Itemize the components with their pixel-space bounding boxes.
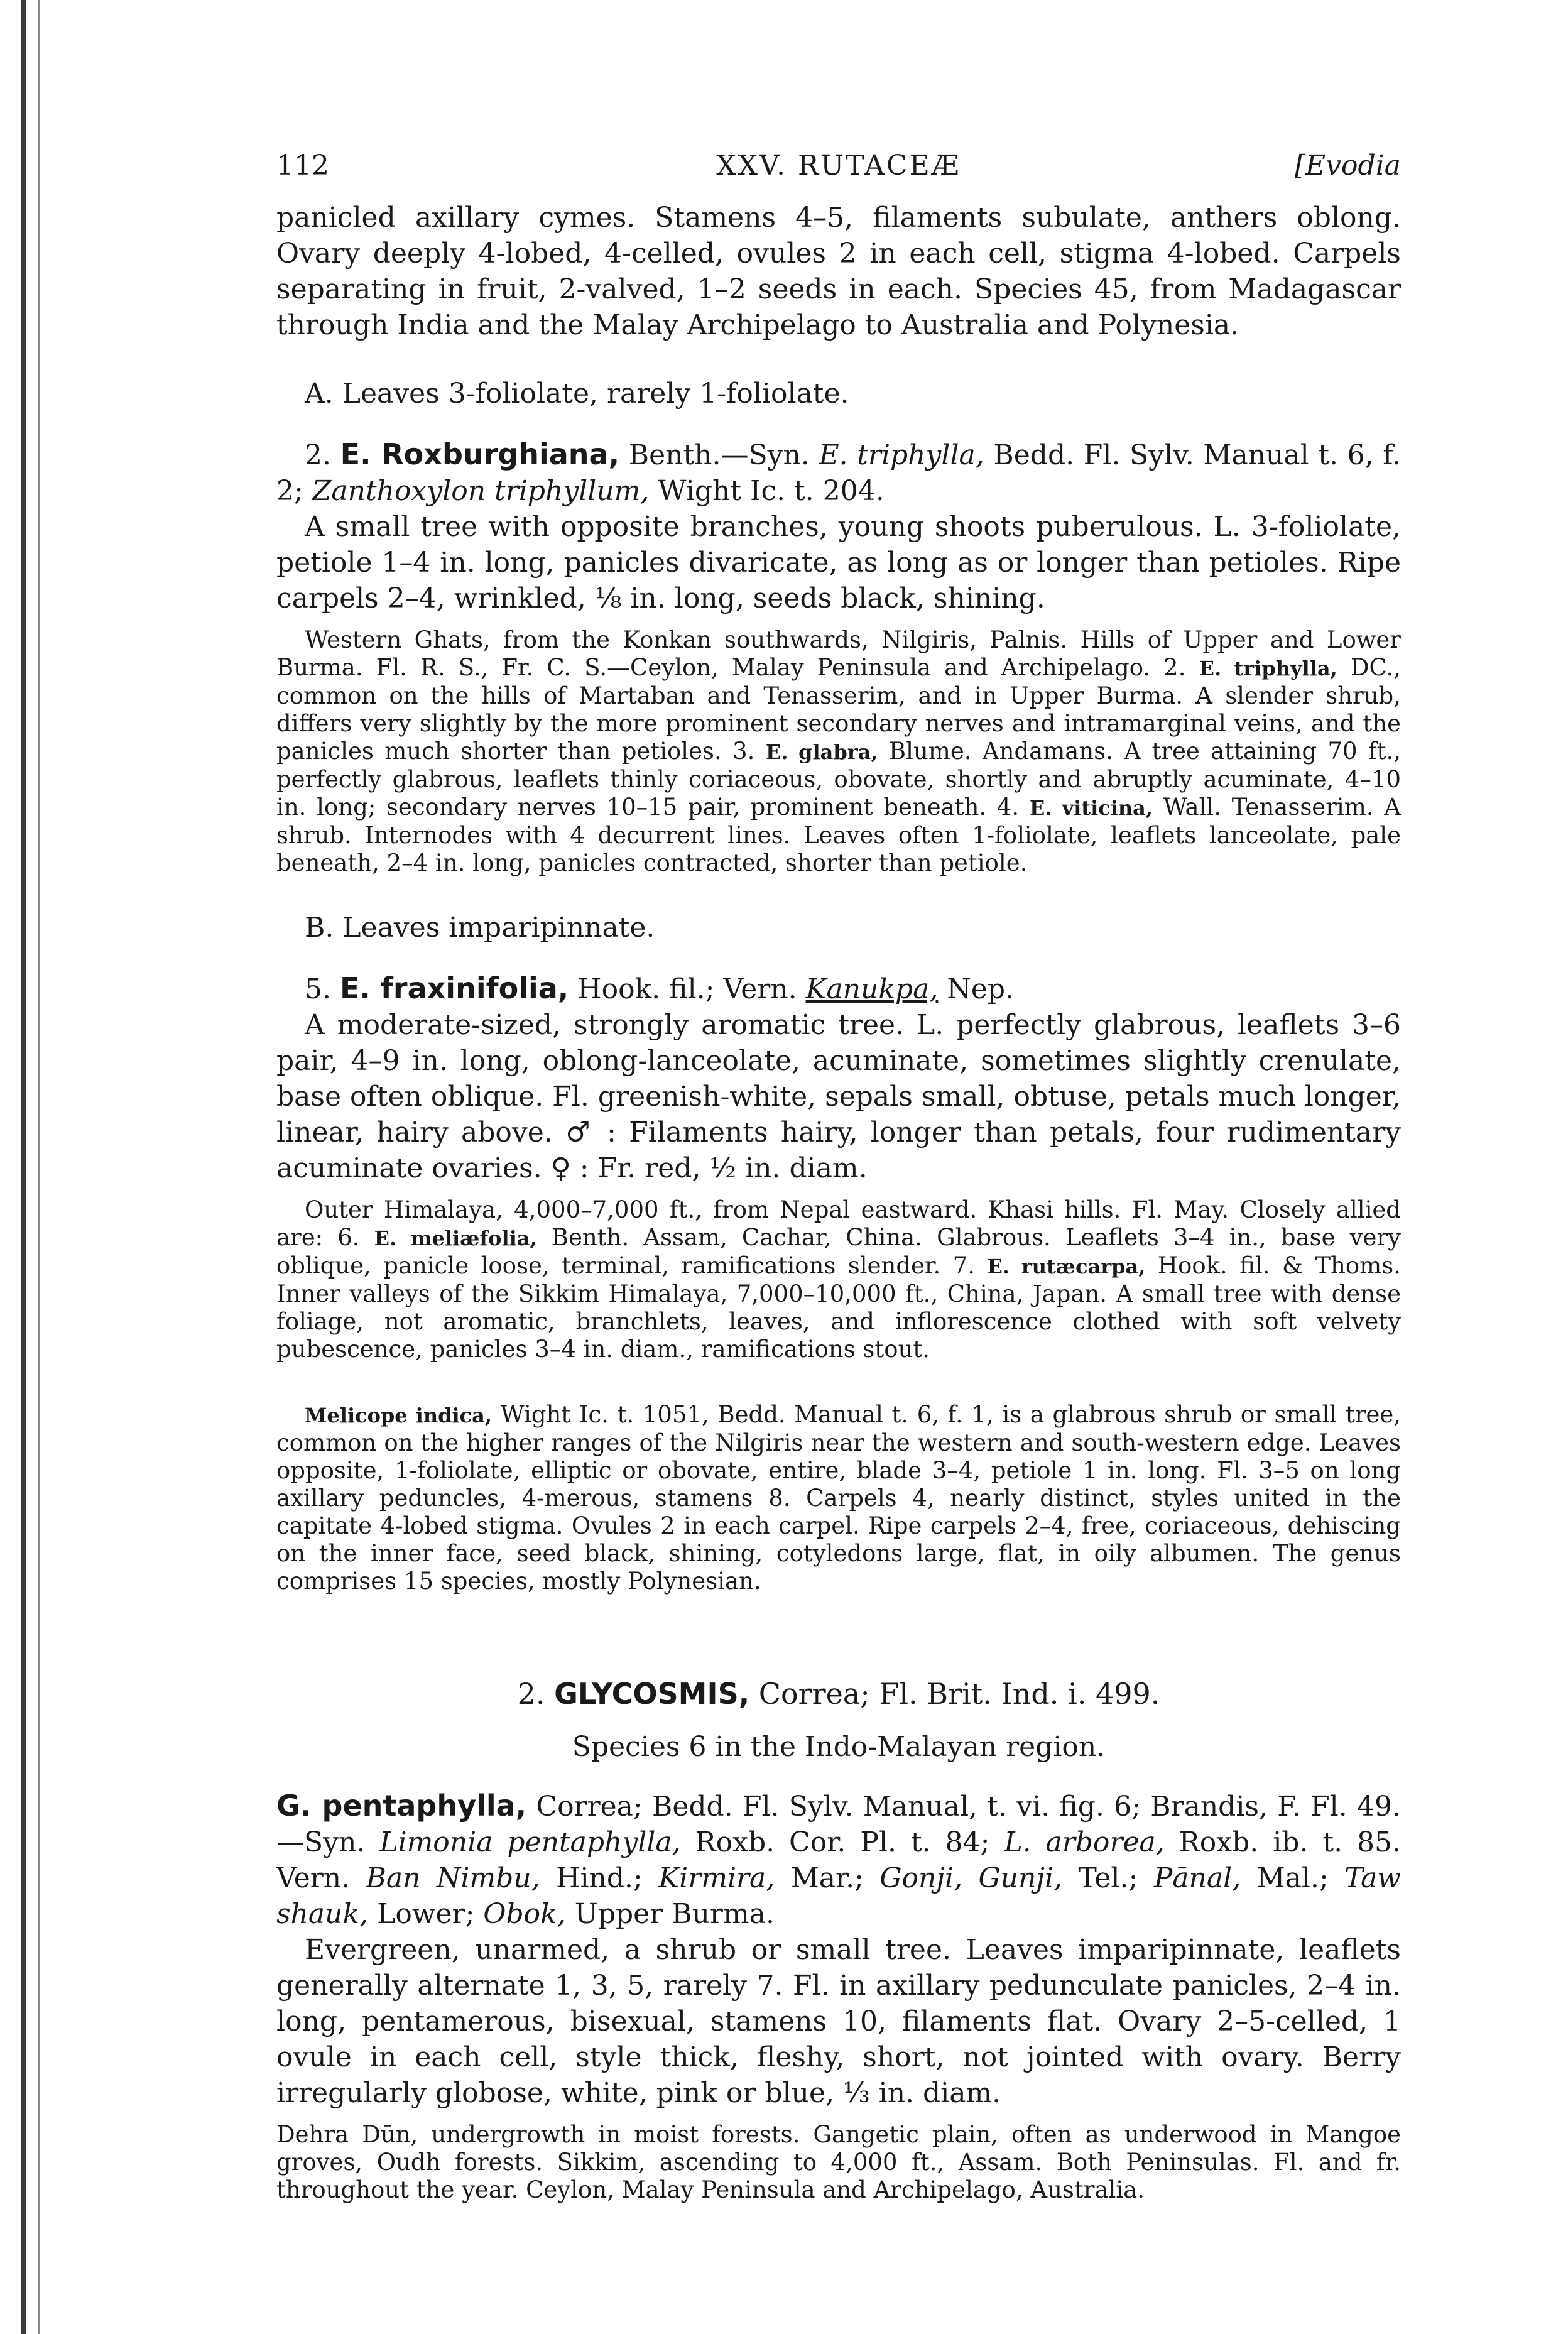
note-text: Wall. Tenasserim. A shrub. Internodes with 4 decurrent lines. Leaves often 1-foliolate, leaflets lanceolate, pale beneath, 2–4 in. long, panicles contracted, shorter than petiole. [276, 793, 1402, 876]
genus-intro [276, 200, 1401, 343]
allied-species-name: E. triphylla, [1199, 657, 1337, 680]
note-text: DC., common on the hills of Martaban and Tenasserim, and in Upper Burma. A slender shrub, differs very slightly by the more prominent secondary nerves and intramarginal veins, and the panicles much shorter than petioles. 3. [276, 654, 1401, 765]
synonym: E. triphylla, [819, 439, 984, 471]
melicope-note [276, 1401, 1401, 1595]
synonym: Limonia pentaphylla, [379, 1826, 681, 1858]
book-page [276, 150, 1401, 2204]
distribution-note-g-pentaphylla [276, 2121, 1401, 2204]
reference-text: Tel.; [1062, 1862, 1154, 1894]
distribution-note-e-fraxinifolia [276, 1196, 1401, 1363]
scan-binding-line [38, 0, 40, 2334]
genus-authority: Correa; Fl. Brit. Ind. i. 499. [749, 1677, 1160, 1711]
note-text: Blume. Andamans. A tree attaining 70 ft., perfectly glabrous, leaflets thinly coriaceous, obovate, shortly and abruptly acuminate, 4–10 in. long; secondary nerves 10–15 pair, prominent beneath. 4. [276, 738, 1402, 821]
genus-number: 2. [517, 1677, 545, 1711]
intro-paragraph: panicled axillary cymes. Stamens 4–5, filaments subulate, anthers oblong. Ovary deeply 4-lobed, 4-celled, ovules 2 in each cell, stigma 4-lobed. Carpels separating in fruit, 2-valved, 1–2 seeds in each. Species 45, from Madagascar through India and the Malay Archipelago to Australia and Polynesia. [276, 202, 1401, 341]
species-description: Evergreen, unarmed, a shrub or small tree. Leaves imparipinnate, leaflets generally alternate 1, 3, 5, rarely 7. Fl. in axillary pedunculate panicles, 2–4 in. long, pentamerous, bisexual, stamens 10, filaments flat. Ovary 2–5-celled, 1 ovule in each cell, style thick, fleshy, short, not jointed with ovary. Berry irregularly globose, white, pink or blue, ⅓ in. diam. [276, 1934, 1401, 2109]
species-description: A moderate-sized, strongly aromatic tree. L. perfectly glabrous, leaflets 3–6 pair, 4–9 in. long, oblong-lanceolate, acuminate, sometimes slightly crenulate, base often oblique. Fl. greenish-white, sepals small, obtuse, petals much longer, linear, hairy above. ♂ : Filaments hairy, longer than petals, four rudimentary acuminate ovaries. ♀ : Fr. red, ½ in. diam. [276, 1009, 1401, 1184]
key-heading-b: B. Leaves imparipinnate. [305, 912, 655, 944]
authority-text: Hook. fil.; Vern. [569, 973, 806, 1005]
note-text: Dehra Dūn, undergrowth in moist forests. Gangetic plain, often as underwood in Mangoe groves, Oudh forests. Sikkim, ascending to 4,000 ft., Assam. Both Peninsulas. Fl. and fr. throughout the year. Ceylon, Malay Peninsula and Archipelago, Australia. [276, 2121, 1401, 2203]
genus-subtitle: Species 6 in the Indo-Malayan region. [572, 1731, 1106, 1763]
synonym: L. arborea, [1004, 1826, 1165, 1858]
species-heading [276, 971, 1401, 1007]
vernacular-name: Pānal, [1153, 1862, 1241, 1894]
species-heading [276, 437, 1401, 509]
reference-text: Bedd. Fl. Sylv. Manual t. 6, f. 2; [276, 439, 1402, 507]
species-entry-g-pentaphylla [276, 1788, 1401, 2111]
species-number: 2. [305, 439, 331, 471]
vernacular-name: Ban Nimbu, [366, 1862, 540, 1894]
note-text: Benth. Assam, Cachar, China. Glabrous. Leaflets 3–4 in., base very oblique, panicle loose, terminal, ramifications slender. 7. [276, 1224, 1402, 1279]
species-name: E. Roxburghiana, [340, 437, 620, 471]
species-name: E. fraxinifolia, [339, 971, 569, 1005]
authority-text: Benth.—Syn. [619, 439, 819, 471]
species-number: 5. [305, 973, 331, 1005]
vernacular-name: Kirmira, [658, 1862, 775, 1894]
species-description: A small tree with opposite branches, young shoots puberulous. L. 3-foliolate, petiole 1–4 in. long, panicles divaricate, as long as or longer than petioles. Ripe carpels 2–4, wrinkled, ⅛ in. long, seeds black, shining. [276, 511, 1401, 614]
genus-name: GLYCOSMIS, [554, 1677, 750, 1711]
synonym: Zanthoxylon triphyllum, [312, 475, 650, 507]
reference-text: Upper Burma. [565, 1898, 775, 1930]
family-title: XXV. RUTACEÆ [716, 150, 961, 182]
note-text: Wight Ic. t. 1051, Bedd. Manual t. 6, f. 1, is a glabrous shrub or small tree, common on the higher ranges of the Nilgiris near the western and south-western edge. Leaves opposite, 1-foliolate, elliptic or obovate, entire, blade 3–4, petiole 1 in. long. Fl. 3–5 on long axillary peduncles, 4-merous, stamens 8. Carpels 4, nearly distinct, styles united in the capitate 4-lobed stigma. Ovules 2 in each carpel. Ripe carpels 2–4, free, coriaceous, dehiscing on the inner face, seed black, shining, cotyledons large, flat, in oily albumen. The genus comprises 15 species, mostly Polynesian. [276, 1401, 1402, 1595]
allied-species-name: E. meliæfolia, [374, 1226, 537, 1250]
vernacular-name: Obok, [483, 1898, 566, 1930]
reference-text: Nep. [938, 973, 1015, 1005]
running-genus: [Evodia [1294, 150, 1401, 182]
melicope-name: Melicope indica, [305, 1404, 492, 1427]
key-heading-a: A. Leaves 3-foliolate, rarely 1-foliolate. [305, 378, 849, 410]
note-text: Hook. fil. & Thoms. Inner valleys of the Sikkim Himalaya, 7,000–10,000 ft., China, Japan. A small tree with dense foliage, not aromatic, branchlets, leaves, and inflorescence clothed with soft velvety pubescence, panicles 3–4 in. diam., ramifications stout. [276, 1252, 1402, 1363]
reference-text: Roxb. Cor. Pl. t. 84; [680, 1826, 1004, 1858]
reference-text: Roxb. ib. t. 85. Vern. [276, 1826, 1401, 1894]
allied-species-name: E. glabra, [765, 740, 878, 764]
reference-text: Lower; [368, 1898, 484, 1930]
page-number: 112 [276, 150, 329, 182]
vernacular-name: Taw shauk, [276, 1862, 1402, 1930]
scan-binding-edge [21, 0, 26, 2334]
running-header [276, 150, 1401, 200]
species-entry-e-roxburghiana [276, 437, 1401, 616]
note-text: Western Ghats, from the Konkan southwards, Nilgiris, Palnis. Hills of Upper and Lower Burma. Fl. R. S., Fr. C. S.—Ceylon, Malay Peninsula and Archipelago. 2. [276, 626, 1401, 681]
reference-text: Correa; Bedd. Fl. Sylv. Manual, t. vi. fig. 6; Brandis, F. Fl. 49.—Syn. [276, 1791, 1401, 1858]
reference-text: Mal.; [1241, 1862, 1345, 1894]
species-entry-e-fraxinifolia [276, 971, 1401, 1186]
species-name: G. pentaphylla, [276, 1789, 527, 1823]
allied-species-name: E. viticina, [1029, 796, 1153, 820]
vernacular-name: Gonji, Gunji, [879, 1862, 1063, 1894]
genus-heading-glycosmis [276, 1677, 1401, 1711]
reference-text: Mar.; [775, 1862, 880, 1894]
note-text: Outer Himalaya, 4,000–7,000 ft., from Nepal eastward. Khasi hills. Fl. May. Closely allied are: 6. [276, 1196, 1401, 1251]
vernacular-name: Kanukpa, [805, 973, 939, 1005]
allied-species-name: E. rutæcarpa, [987, 1255, 1146, 1279]
species-heading [276, 1788, 1401, 1932]
distribution-note-e-roxburghiana [276, 626, 1401, 877]
reference-text: Hind.; [540, 1862, 659, 1894]
reference-text: Wight Ic. t. 204. [649, 475, 885, 507]
